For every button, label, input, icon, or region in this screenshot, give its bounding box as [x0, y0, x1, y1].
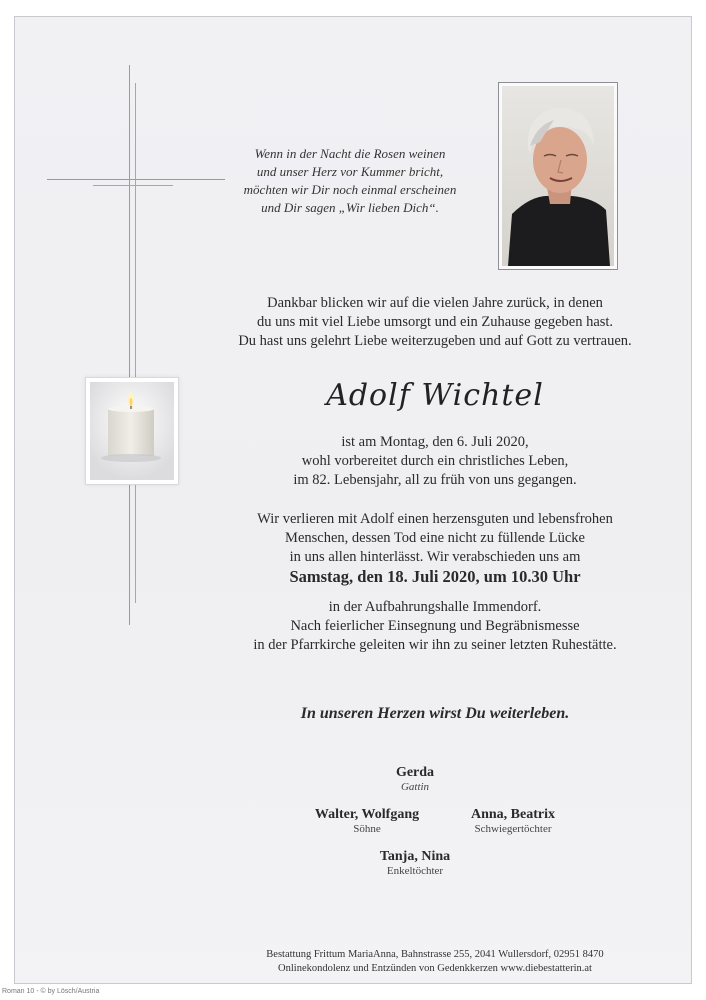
mourner-names: Tanja, Nina: [379, 849, 451, 864]
ceremony-line: Nach feierlicher Einsegnung und Begräbnismesse: [290, 618, 580, 634]
poem-line: und unser Herz vor Kummer bricht,: [256, 164, 444, 179]
footer-line: Bestattung Frittum MariaAnna, Bahnstrasse 255, 2041 Wullersdorf, 02951 8470: [266, 949, 604, 960]
motto: In unseren Herzen wirst Du weiterleben.: [300, 705, 570, 722]
death-line: ist am Montag, den 6. Juli 2020,: [341, 434, 529, 450]
mourner-names: Walter, Wolfgang: [314, 807, 420, 822]
mourner-names: Gerda: [395, 765, 435, 780]
intro-line: du uns mit viel Liebe umsorgt und ein Zuhause gegeben hast.: [256, 314, 614, 330]
intro-text: [195, 294, 675, 351]
funeral-date: Samstag, den 18. Juli 2020, um 10.30 Uhr: [289, 567, 581, 586]
poem-line: möchten wir Dir noch einmal erscheinen: [243, 182, 457, 197]
loss-line: Wir verlieren mit Adolf einen herzensguten und lebensfrohen: [257, 511, 613, 527]
intro-line: Dankbar blicken wir auf die vielen Jahre zurück, in denen: [267, 295, 603, 311]
ceremony-line: in der Aufbahrungshalle Immendorf.: [328, 599, 542, 615]
mourner-widow: [335, 765, 495, 793]
obituary-card: [14, 16, 692, 984]
ceremony-line: in der Pfarrkirche geleiten wir ihn zu seiner letzten Ruhestätte.: [253, 637, 617, 653]
mourner-relation: Enkeltöchter: [386, 865, 444, 877]
footer: [195, 948, 675, 976]
candle-icon: [85, 377, 179, 485]
mourner-relation: Schwiegertöchter: [474, 823, 552, 835]
footer-line: Onlinekondolenz und Entzünden von Gedenkkerzen www.diebestatterin.at: [278, 963, 592, 974]
poem-line: und Dir sagen „Wir lieben Dich“.: [261, 200, 439, 215]
mourner-relation: Söhne: [353, 823, 381, 835]
death-notice: [195, 433, 675, 490]
poem-line: Wenn in der Nacht die Rosen weinen: [254, 146, 446, 161]
loss-line: in uns allen hinterlässt. Wir verabschieden uns am: [289, 549, 581, 565]
mourner-relation: Gattin: [400, 781, 430, 793]
death-line: wohl vorbereitet durch ein christliches Leben,: [301, 453, 569, 469]
mourner-sons: [287, 807, 447, 835]
portrait-photo: [498, 82, 618, 270]
mourner-daughters-in-law: [433, 807, 593, 835]
death-line: im 82. Lebensjahr, all zu früh von uns gegangen.: [293, 472, 577, 488]
mourner-granddaughters: [335, 849, 495, 877]
print-mark: Roman 10 - © by Lösch/Austria: [2, 988, 100, 995]
loss-line: Menschen, dessen Tod eine nicht zu füllende Lücke: [285, 530, 585, 546]
deceased-name: Adolf Wichtel: [326, 378, 544, 413]
ceremony-text: [195, 598, 675, 655]
poem: [220, 145, 480, 217]
loss-text: [195, 510, 675, 567]
intro-line: Du hast uns gelehrt Liebe weiterzugeben und auf Gott zu vertrauen.: [238, 333, 632, 349]
mourner-names: Anna, Beatrix: [471, 807, 555, 822]
